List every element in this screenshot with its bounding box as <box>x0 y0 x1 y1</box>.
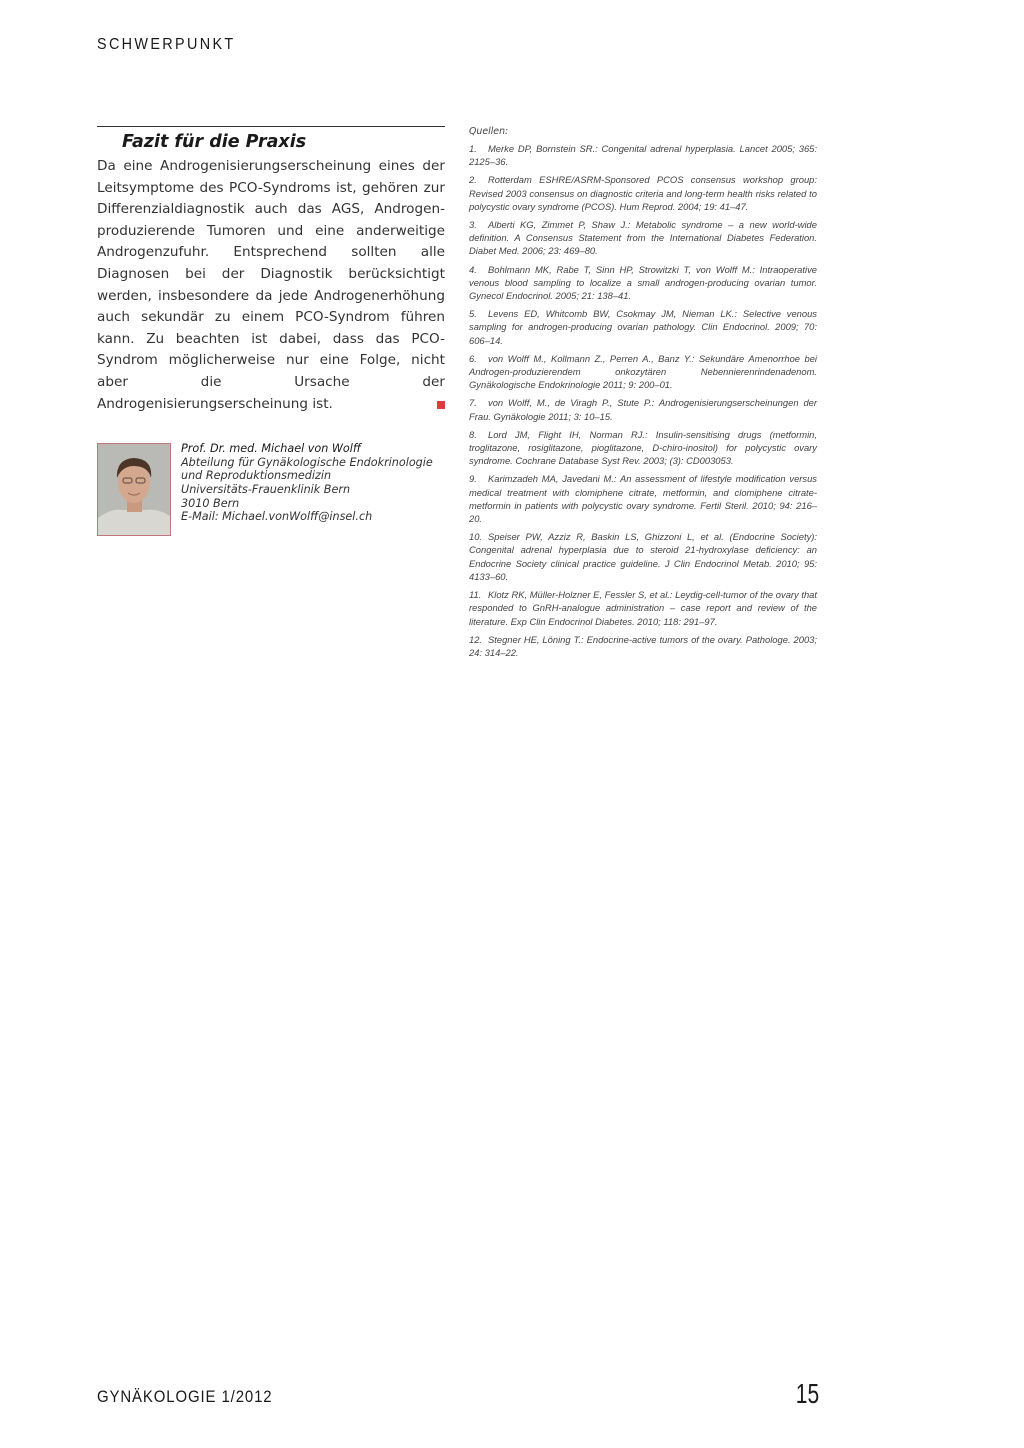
reference-item <box>469 173 817 213</box>
reference-number: 7. <box>469 397 477 409</box>
reference-text: von Wolff M., Kollmann Z., Perren A., Banz Y.: Sekundäre Amenorrhoe bei Androgen-produzierendem onkozytären Nebennierenrindenadenom. Gynäkologische Endokrinologie 2011; 9: 200–01. <box>469 352 817 391</box>
reference-item <box>469 352 817 392</box>
summary-title: Fazit für die Praxis <box>122 132 307 152</box>
references-label: Quellen: <box>469 126 509 137</box>
reference-item <box>469 307 817 347</box>
reference-item <box>469 428 817 468</box>
summary-text <box>97 156 445 415</box>
footer-journal: GYNÄKOLOGIE 1/2012 <box>97 1387 273 1406</box>
reference-text: Merke DP, Bornstein SR.: Congenital adrenal hyperplasia. Lancet 2005; 365: 2125–36. <box>469 143 817 168</box>
reference-item <box>469 142 817 168</box>
reference-number: 3. <box>469 219 477 231</box>
author-city: 3010 Bern <box>181 496 240 510</box>
author-block <box>97 442 445 538</box>
author-institution: Universitäts-Frauenklinik Bern <box>181 482 351 496</box>
reference-text: Karimzadeh MA, Javedani M.: An assessment of lifestyle modification versus medical treatment with clomiphene citrate, metformin, and clomiphene citrate-metformin in patients with polycystic ovary syndrome. Fertil Steril. 2010; 94: 216–20. <box>469 473 817 525</box>
reference-number: 10. <box>469 531 483 543</box>
reference-number: 4. <box>469 263 477 275</box>
reference-text: Stegner HE, Löning T.: Endocrine-active tumors of the ovary. Pathologe. 2003; 24: 314–22. <box>469 633 817 658</box>
reference-number: 11. <box>469 589 482 601</box>
reference-text: Rotterdam ESHRE/ASRM-Sponsored PCOS consensus workshop group: Revised 2003 consensus on diagnostic criteria and long-term health risks related to polycystic ovary syndrome (PCOS). Hum Reprod. 2004; 19: 41–47. <box>469 174 817 212</box>
reference-text: von Wolff, M., de Viragh P., Stute P.: Androgenisierungserscheinungen der Frau. Gynäkologie 2011; 3: 10–15. <box>469 397 817 422</box>
author-name: Prof. Dr. med. Michael von Wolff <box>181 442 361 456</box>
reference-text: Klotz RK, Müller-Holzner E, Fessler S, et al.: Leydig-cell-tumor of the ovary that responded to GnRH-analogue administration – case report and review of the literature. Exp Clin Endocrinol Diabetes. 2010; 118: 291–97. <box>469 589 817 627</box>
reference-text: Levens ED, Whitcomb BW, Csokmay JM, Nieman LK.: Selective venous sampling for androgen-producing ovarian pathology. Clin Endocrinol. 2009; 70: 606–14. <box>469 308 817 346</box>
reference-text: Bohlmann MK, Rabe T, Sinn HP, Strowitzki T, von Wolff M.: Intraoperative venous blood sampling to localize a small androgen-producing ovarian tumor. Gynecol Endocrinol. 2005; 21: 138–41. <box>469 263 817 302</box>
reference-item <box>469 218 817 258</box>
reference-number: 12. <box>469 633 483 645</box>
reference-item <box>469 633 817 659</box>
author-photo <box>97 443 171 536</box>
author-dept-2: und Reproduktionsmedizin <box>181 469 332 483</box>
reference-number: 5. <box>469 308 477 320</box>
references-column <box>469 126 817 664</box>
reference-item <box>469 588 817 628</box>
author-info <box>181 442 433 524</box>
reference-number: 2. <box>469 174 477 186</box>
reference-item <box>469 263 817 303</box>
portrait-icon <box>98 444 170 535</box>
reference-item <box>469 530 817 583</box>
title-rule <box>97 126 445 127</box>
author-email[interactable]: E-Mail: Michael.vonWolff@insel.ch <box>181 510 373 524</box>
reference-number: 6. <box>469 352 477 364</box>
summary-text-content: Da eine Androgenisierungserscheinung eines der Leitsymptome des PCO-Syndroms ist, gehören zur Differenzialdiagnostik auch das AGS, Androgen-produzierende Tumoren und eine anderweitige Androgenzufuhr. Entsprechend sollten alle Diagnosen bei der Diagnostik berücksichtigt werden, insbesondere da jede Androgenerhöhung auch sekundär zu einem PCO-Syndrom führen kann. Zu beachten ist dabei, dass das PCO-Syndrom möglicherweise nur eine Folge, nicht aber die Ursache der Androgenisierungserscheinung ist. <box>97 158 445 412</box>
reference-text: Lord JM, Flight IH, Norman RJ.: Insulin-sensitising drugs (metformin, troglitazone, rosiglitazone, pioglitazone, D-chiro-inositol) for polycystic ovary syndrome. Cochrane Database Syst Rev. 2003; (3): CD003053. <box>469 428 817 467</box>
reference-item <box>469 472 817 525</box>
reference-item <box>469 396 817 422</box>
summary-column <box>97 126 445 538</box>
reference-number: 8. <box>469 428 477 440</box>
page-number: 15 <box>795 1378 819 1409</box>
reference-text: Alberti KG, Zimmet P, Shaw J.: Metabolic syndrome – a new world-wide definition. A Consensus Statement from the International Diabetes Federation. Diabet Med. 2006; 23: 469–80. <box>469 219 817 257</box>
author-dept-1: Abteilung für Gynäkologische Endokrinologie <box>181 455 433 469</box>
end-mark-icon <box>437 401 445 409</box>
reference-text: Speiser PW, Azziz R, Baskin LS, Ghizzoni L, et al. (Endocrine Society): Congenital adrenal hyperplasia due to steroid 21-hydroxylase deficiency: an Endocrine Society clinical practice guideline. J Clin Endocrinol Metab. 2010; 95: 4133–60. <box>469 531 817 582</box>
reference-number: 9. <box>469 473 477 485</box>
section-header: SCHWERPUNKT <box>97 36 236 53</box>
reference-number: 1. <box>469 143 477 154</box>
